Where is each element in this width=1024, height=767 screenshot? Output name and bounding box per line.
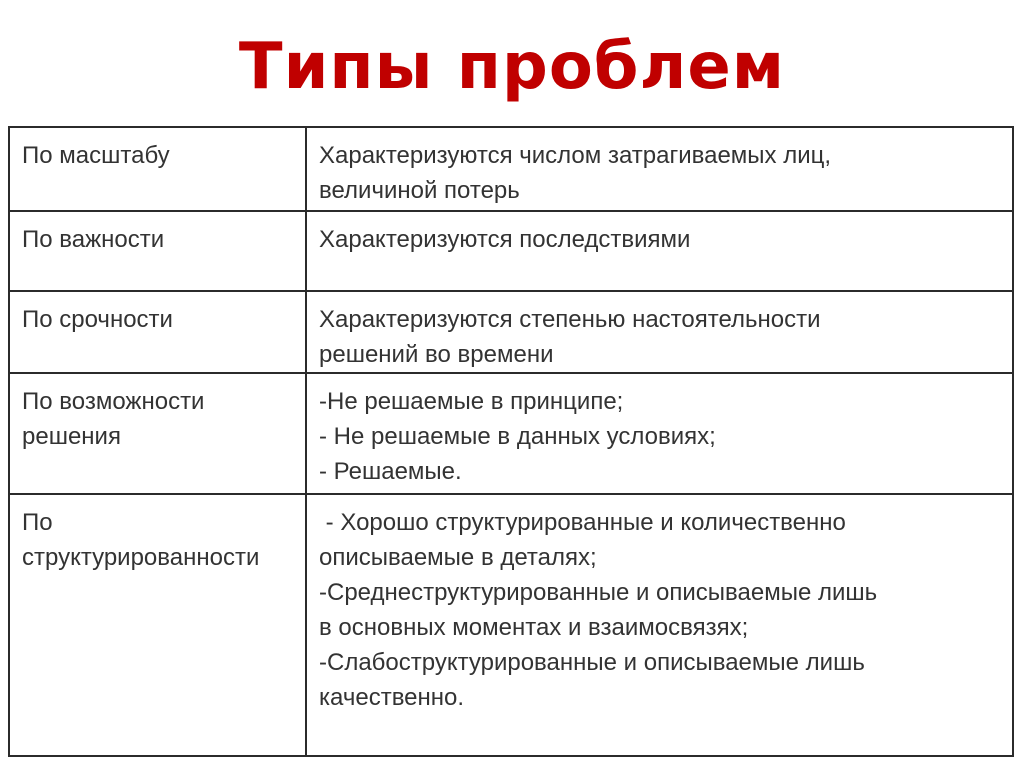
description-line: решений во времени xyxy=(319,341,554,368)
type-label-line: структурированности xyxy=(22,544,260,571)
description-line: -Среднеструктурированные и описываемые лишь xyxy=(319,579,878,606)
description-cell xyxy=(306,291,1013,373)
slide-title: Типы проблем xyxy=(238,30,786,104)
description-cell xyxy=(306,373,1013,494)
description-line: Характеризуются последствиями xyxy=(319,226,691,253)
type-label: По масштабу xyxy=(22,142,170,169)
type-label: По срочности xyxy=(22,306,173,333)
type-cell xyxy=(9,127,306,211)
description-cell xyxy=(306,127,1013,211)
problem-types-table xyxy=(8,126,1014,757)
type-cell xyxy=(9,211,306,291)
description-line: Характеризуются числом затрагиваемых лиц, xyxy=(319,142,832,169)
description-line: - Хорошо структурированные и количественно xyxy=(319,509,846,536)
description-line: качественно. xyxy=(319,684,465,711)
description-line: описываемые в деталях; xyxy=(319,544,597,571)
description-line: -Не решаемые в принципе; xyxy=(319,388,624,415)
description-line: -Слабоструктурированные и описываемые лишь xyxy=(319,649,865,676)
table-row xyxy=(9,291,1013,373)
table-row xyxy=(9,373,1013,494)
description-line: Характеризуются степенью настоятельности xyxy=(319,306,821,333)
table-row xyxy=(9,494,1013,756)
description-line: величиной потерь xyxy=(319,177,520,204)
type-label-line: По xyxy=(22,509,53,536)
type-label-line: По возможности xyxy=(22,388,205,415)
description-line: - Решаемые. xyxy=(319,458,462,485)
type-cell xyxy=(9,494,306,756)
type-cell xyxy=(9,291,306,373)
type-label-line: решения xyxy=(22,423,121,450)
description-cell xyxy=(306,494,1013,756)
description-line: - Не решаемые в данных условиях; xyxy=(319,423,716,450)
table-row xyxy=(9,127,1013,211)
description-line: в основных моментах и взаимосвязях; xyxy=(319,614,749,641)
table-row xyxy=(9,211,1013,291)
description-cell xyxy=(306,211,1013,291)
type-label: По важности xyxy=(22,226,165,253)
type-cell xyxy=(9,373,306,494)
